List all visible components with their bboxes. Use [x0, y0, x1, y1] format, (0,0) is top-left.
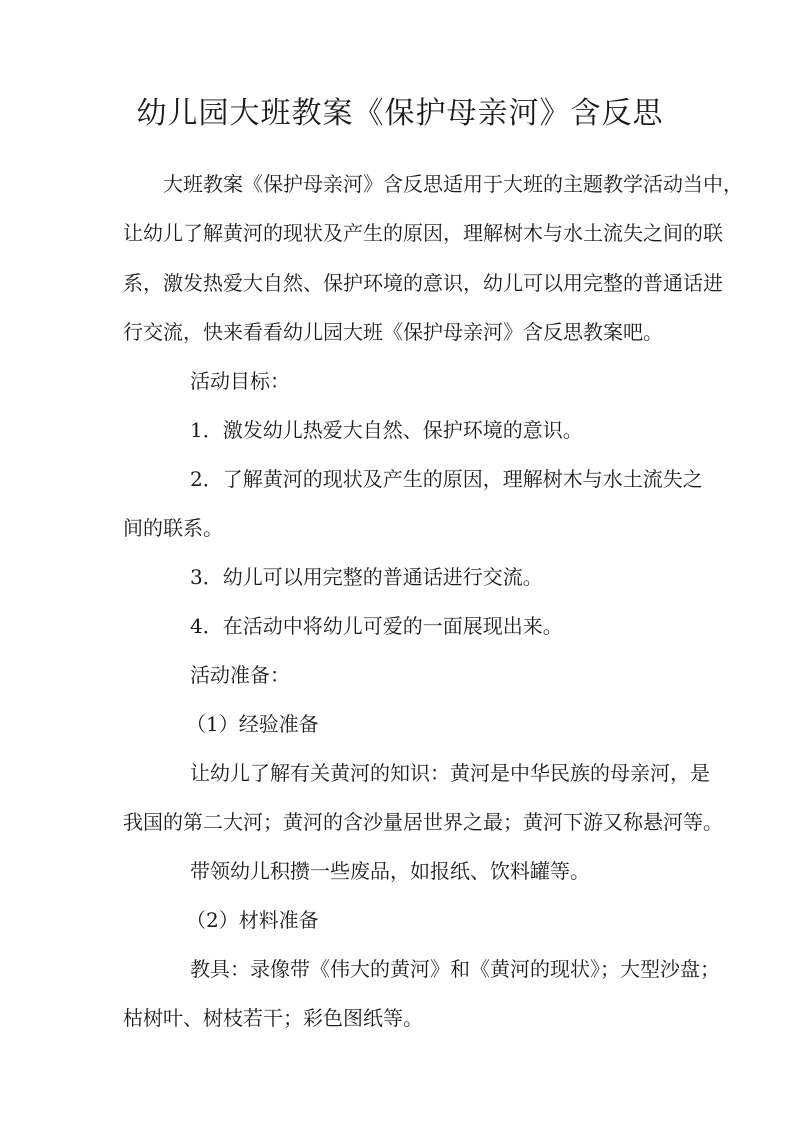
prep-2-text-line-1: 教具：录像带《伟大的黄河》和《黄河的现状》；大型沙盘； [190, 957, 720, 981]
prep-heading: 活动准备： [190, 663, 290, 687]
intro-line-3: 系，激发热爱大自然、保护环境的意识，幼儿可以用完整的普通话进 [123, 271, 723, 295]
goals-heading: 活动目标： [190, 369, 290, 393]
goal-2-line-1: 2．了解黄河的现状及产生的原因，理解树木与水土流失之 [190, 467, 703, 491]
intro-line-2: 让幼儿了解黄河的现状及产生的原因，理解树木与水土流失之间的联 [123, 221, 723, 245]
prep-1-text-line-1: 让幼儿了解有关黄河的知识：黄河是中华民族的母亲河，是 [190, 761, 710, 785]
prep-2-text-line-2: 枯树叶、树枝若干；彩色图纸等。 [123, 1006, 423, 1030]
intro-line-4: 行交流，快来看看幼儿园大班《保护母亲河》含反思教案吧。 [123, 320, 663, 344]
goal-2-line-2: 间的联系。 [123, 516, 223, 540]
prep-1-heading: （1）经验准备 [186, 712, 319, 736]
goal-1: 1．激发幼儿热爱大自然、保护环境的意识。 [190, 418, 583, 442]
goal-4: 4．在活动中将幼儿可爱的一面展现出来。 [190, 614, 563, 638]
prep-2-heading: （2）材料准备 [186, 908, 319, 932]
prep-1-text-line-2: 我国的第二大河；黄河的含沙量居世界之最；黄河下游又称悬河等。 [123, 810, 723, 834]
goal-3: 3．幼儿可以用完整的普通话进行交流。 [190, 565, 543, 589]
document-title: 幼儿园大班教案《保护母亲河》含反思 [136, 96, 664, 131]
intro-line-1: 大班教案《保护母亲河》含反思适用于大班的主题教学活动当中， [163, 172, 743, 196]
prep-1-text-2: 带领幼儿积攒一些废品，如报纸、饮料罐等。 [190, 859, 590, 883]
